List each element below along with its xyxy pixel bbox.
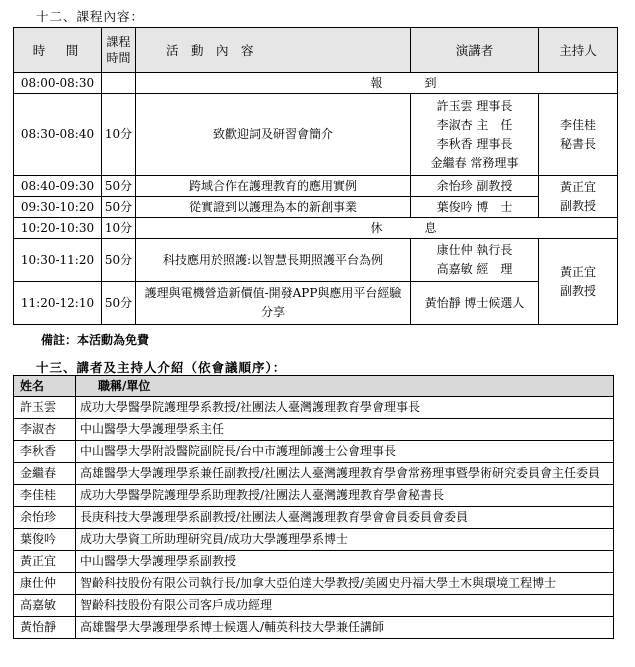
- row-host: [539, 94, 618, 176]
- speaker-entry: 金繼春 常務理事: [430, 155, 519, 170]
- schedule-row: [14, 239, 618, 282]
- row-activity: 休 息: [136, 218, 618, 239]
- row-duration: 10分: [102, 218, 136, 239]
- speaker-name: 黃正宜: [14, 551, 76, 573]
- row-time: 11:20-12:10: [14, 282, 102, 325]
- host-name: 李佳桂: [559, 117, 596, 132]
- header-time: 時 間: [14, 28, 102, 73]
- schedule-header-row: [14, 28, 618, 73]
- header-name: 姓名: [14, 376, 76, 397]
- row-duration: 50分: [102, 176, 136, 197]
- speaker-row: [14, 507, 614, 529]
- row-time: 10:20-10:30: [14, 218, 102, 239]
- speaker-name: 許玉雲: [14, 397, 76, 419]
- row-activity: 報 到: [136, 73, 618, 94]
- speaker-name: 金繼春: [14, 463, 76, 485]
- speaker-title: 中山醫學大學護理學系主任: [76, 419, 614, 441]
- speaker-name: 高嘉敏: [14, 595, 76, 617]
- speaker-row: [14, 573, 614, 595]
- row-activity: 跨域合作在護理教育的應用實例: [136, 176, 411, 197]
- row-duration: 50分: [102, 282, 136, 325]
- row-time: 09:30-10:20: [14, 197, 102, 218]
- speaker-entry: 許玉雲 理事長: [436, 98, 513, 113]
- row-activity: 護理與電機營造新價值-開發APP與應用平台經驗分享: [136, 282, 411, 325]
- speakers-header-row: [14, 376, 614, 397]
- schedule-table: [13, 27, 618, 325]
- speaker-title: 成功大學資工所助理研究員/成功大學護理學系博士: [76, 529, 614, 551]
- speaker-entry: 李淑杏 主 任: [436, 117, 513, 132]
- speaker-name: 李秋香: [14, 441, 76, 463]
- speaker-title: 高雄醫學大學護理學系兼任副教授/社團法人臺灣護理教育學會常務理事暨學術研究委員會主任委員: [76, 463, 614, 485]
- host-title: 副教授: [559, 283, 596, 298]
- row-duration: 50分: [102, 239, 136, 282]
- host-name: 黃正宜: [559, 264, 596, 279]
- speaker-title: 成功大學醫學院護理學系助理教授/社團法人臺灣護理教育學會秘書長: [76, 485, 614, 507]
- speaker-row: [14, 551, 614, 573]
- schedule-row: [14, 282, 618, 325]
- header-host: 主持人: [539, 28, 618, 73]
- header-activity: 活 動 內 容: [136, 28, 411, 73]
- row-time: 08:40-09:30: [14, 176, 102, 197]
- schedule-row: [14, 218, 618, 239]
- speaker-row: [14, 419, 614, 441]
- schedule-row: [14, 94, 618, 176]
- row-speakers: 黃怡靜 博士候選人: [411, 282, 539, 325]
- speaker-row: [14, 397, 614, 419]
- speaker-entry: 康仕仲 執行長: [436, 243, 513, 257]
- row-time: 08:30-08:40: [14, 94, 102, 176]
- row-speakers: 葉俊吟 博 士: [411, 197, 539, 218]
- speaker-name: 余怡珍: [14, 507, 76, 529]
- row-duration: 50分: [102, 197, 136, 218]
- host-title: 秘書長: [559, 136, 596, 151]
- speaker-title: 中山醫學大學附設醫院副院長/台中市護理師護士公會理事長: [76, 441, 614, 463]
- speaker-row: [14, 441, 614, 463]
- speaker-name: 葉俊吟: [14, 529, 76, 551]
- speaker-title: 智齡科技股份有限公司執行長/加拿大亞伯達大學教授/美國史丹福大學土木與環境工程博士: [76, 573, 614, 595]
- speaker-title: 高雄醫學大學護理學系博士候選人/輔英科技大學兼任講師: [76, 617, 614, 639]
- speaker-row: [14, 485, 614, 507]
- speaker-title: 智齡科技股份有限公司客戶成功經理: [76, 595, 614, 617]
- host-title: 副教授: [559, 198, 596, 213]
- speaker-name: 黃怡靜: [14, 617, 76, 639]
- row-duration: [102, 73, 136, 94]
- speaker-title: 中山醫學大學護理學系副教授: [76, 551, 614, 573]
- speaker-row: [14, 529, 614, 551]
- host-name: 黃正宜: [559, 179, 596, 194]
- schedule-row: [14, 197, 618, 218]
- row-time: 10:30-11:20: [14, 239, 102, 282]
- row-speakers: [411, 94, 539, 176]
- row-activity: 科技應用於照護:以智慧長期照護平台為例: [136, 239, 411, 282]
- speaker-row: [14, 463, 614, 485]
- section-12-title: 十二、課程內容：: [36, 9, 145, 24]
- speaker-entry: 高嘉敏 經 理: [436, 262, 513, 276]
- row-time: 08:00-08:30: [14, 73, 102, 94]
- speaker-title: 成功大學醫學院護理學系教授/社團法人臺灣護理教育學會理事長: [76, 397, 614, 419]
- speaker-title: 長庚科技大學護理學系副教授/社團法人臺灣護理教育學會會員委員會委員: [76, 507, 614, 529]
- row-host: [539, 239, 618, 325]
- schedule-row: [14, 73, 618, 94]
- row-activity: 從實證到以護理為本的新創事業: [136, 197, 411, 218]
- speaker-name: 康仕仲: [14, 573, 76, 595]
- speaker-name: 李淑杏: [14, 419, 76, 441]
- row-speakers: 余怡珍 副教授: [411, 176, 539, 197]
- row-speakers: [411, 239, 539, 282]
- header-speaker: 演講者: [411, 28, 539, 73]
- row-host: [539, 176, 618, 218]
- speaker-entry: 李秋香 理事長: [436, 136, 513, 151]
- schedule-row: [14, 176, 618, 197]
- speaker-row: [14, 595, 614, 617]
- speaker-row: [14, 617, 614, 639]
- note-free-event: 備註：本活動為免費: [41, 333, 150, 347]
- row-activity: 致歡迎詞及研習會簡介: [136, 94, 411, 176]
- header-title: 職稱/單位: [76, 376, 614, 397]
- speakers-table: [13, 375, 614, 639]
- section-13-title: 十三、講者及主持人介紹（依會議順序）：: [36, 360, 287, 375]
- speaker-name: 李佳桂: [14, 485, 76, 507]
- header-duration: 課程時間: [102, 28, 136, 73]
- row-duration: 10分: [102, 94, 136, 176]
